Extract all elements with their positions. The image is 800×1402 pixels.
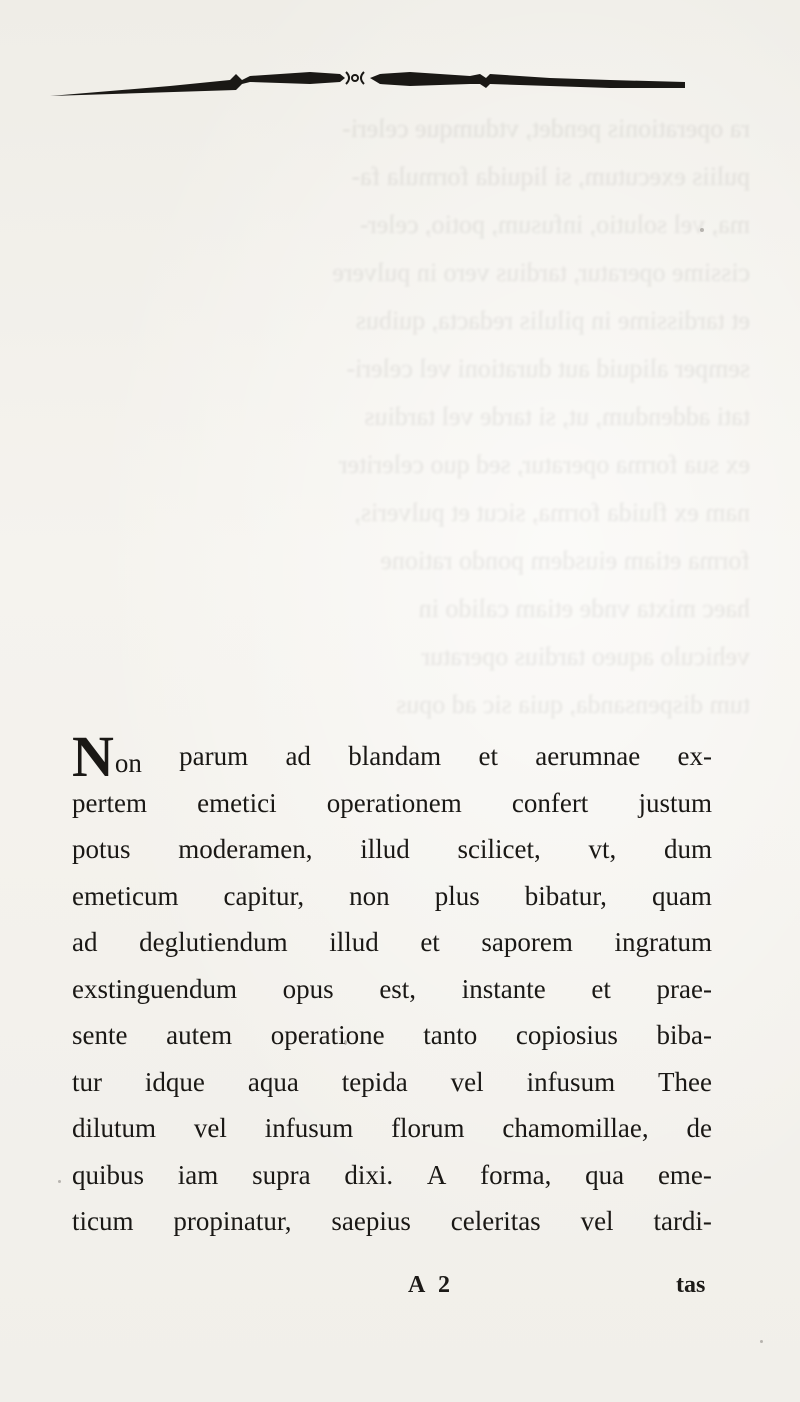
text-line: [72, 919, 712, 966]
word: ingratum: [614, 927, 712, 957]
bleed-through-text: [50, 105, 750, 725]
bleed-line: forma etiam eiusdem pondo ratione: [380, 546, 750, 575]
word: tanto: [423, 1020, 478, 1050]
word: infusum: [526, 1066, 616, 1097]
word: illud: [329, 927, 379, 957]
word: emeticum: [72, 880, 179, 911]
word: et: [420, 927, 440, 957]
word: scilicet,: [457, 834, 541, 864]
word: exstinguendum: [72, 973, 237, 1004]
word: opus: [282, 973, 334, 1004]
word: vel: [450, 1066, 484, 1097]
bleed-line: nam ex fluida forma, sicut et pulveris,: [354, 498, 750, 527]
word: eme-: [657, 1159, 712, 1190]
word: aerumnae: [535, 741, 641, 771]
paper-speck: [344, 1040, 347, 1045]
word: sente: [72, 1020, 128, 1050]
text-line: [72, 1059, 712, 1106]
word: illud: [360, 834, 410, 864]
word: potus: [72, 834, 131, 864]
word: Thee: [658, 1066, 712, 1097]
word: iam: [177, 1159, 219, 1190]
bleed-line: vehiculo aqueo tardius operatur: [421, 642, 750, 671]
text-line: [72, 724, 712, 789]
word: operatione: [270, 1020, 385, 1050]
word: forma,: [480, 1159, 552, 1190]
text-line: [72, 966, 712, 1013]
signature-mark: A 2: [408, 1272, 455, 1298]
bleed-line: semper aliquid aut durationi vel celeri-: [346, 354, 750, 383]
word: on: [114, 748, 142, 778]
word: supra: [252, 1159, 311, 1190]
word: blandam: [348, 741, 442, 771]
text-line: [72, 1012, 712, 1059]
text-line: [72, 780, 712, 827]
word: idque: [144, 1066, 205, 1097]
word: est,: [379, 973, 417, 1004]
bleed-line: tum dispensanda, quia sic ad opus: [396, 690, 750, 719]
word: biba-: [656, 1020, 712, 1050]
word: parum: [179, 741, 249, 771]
word: confert: [511, 787, 589, 818]
word: qua: [585, 1159, 625, 1190]
word: bibatur,: [524, 880, 607, 911]
word: A: [426, 1159, 447, 1190]
word: non: [349, 880, 390, 911]
word: vt,: [588, 834, 617, 864]
word: aqua: [247, 1066, 299, 1097]
word: ticum: [72, 1206, 134, 1236]
bleed-line: ma, vel solutio, infusum, potio, celer-: [359, 210, 750, 239]
bleed-line: haec mixta vnde etiam calido in: [418, 594, 750, 623]
text-line: [72, 1152, 712, 1199]
word: vel: [193, 1113, 227, 1143]
first-word: [72, 724, 142, 789]
word: infusum: [264, 1113, 354, 1143]
word: pertem: [72, 787, 147, 818]
word: ex-: [677, 741, 712, 771]
page-footer: [0, 1272, 800, 1312]
word: propinatur,: [173, 1206, 292, 1236]
paper-speck: [58, 1180, 61, 1183]
word: dilutum: [72, 1113, 157, 1143]
word: justum: [638, 787, 712, 818]
word: florum: [391, 1113, 465, 1143]
word: chamomillae,: [502, 1113, 649, 1143]
word: et: [478, 741, 498, 771]
word: emetici: [197, 787, 277, 818]
bleed-line: ex sua forma operatur, sed quo celeriter: [338, 450, 750, 479]
word: celeritas: [450, 1206, 541, 1236]
paper-speck: [700, 228, 704, 232]
word: dum: [663, 834, 712, 864]
word: quibus: [72, 1159, 145, 1190]
word: tardi-: [653, 1206, 712, 1236]
decorative-rule-ornament: [50, 60, 685, 104]
word: de: [686, 1113, 712, 1143]
word: tur: [72, 1066, 102, 1097]
word: moderamen,: [178, 834, 313, 864]
word: ad: [72, 927, 98, 957]
word: autem: [166, 1020, 233, 1050]
bleed-line: tati addendum, ut, si tarde vel tardius: [364, 402, 750, 431]
bleed-line: cissime operatur, tardius vero in pulvere: [332, 258, 750, 287]
word: quam: [651, 880, 712, 911]
word: operationem: [326, 787, 462, 818]
word: dixi.: [344, 1159, 394, 1190]
bleed-line: et tardissime in pilulis redacta, quibus: [355, 306, 750, 335]
word: ad: [285, 741, 311, 771]
text-line: [72, 1105, 712, 1152]
word: tepida: [341, 1066, 408, 1097]
word: instante: [461, 973, 546, 1004]
bleed-line: ra operationis pendet, vtdumque celeri-: [342, 114, 750, 143]
paper-speck: [760, 1340, 763, 1343]
text-line: [72, 873, 712, 920]
word: capitur,: [223, 880, 305, 911]
word: plus: [434, 880, 480, 911]
word: copiosius: [515, 1020, 618, 1050]
main-paragraph: [72, 724, 712, 1245]
catchword: tas: [676, 1272, 706, 1298]
word: prae-: [656, 973, 712, 1004]
text-line: [72, 1198, 712, 1245]
word: saporem: [481, 927, 573, 957]
word: deglutiendum: [139, 927, 288, 957]
text-line: [72, 826, 712, 873]
word: vel: [580, 1206, 614, 1236]
drop-capital: N: [72, 724, 113, 789]
word: saepius: [331, 1206, 411, 1236]
bleed-line: puliis executum, si liquida formula fa-: [351, 162, 750, 191]
word: et: [591, 973, 611, 1004]
